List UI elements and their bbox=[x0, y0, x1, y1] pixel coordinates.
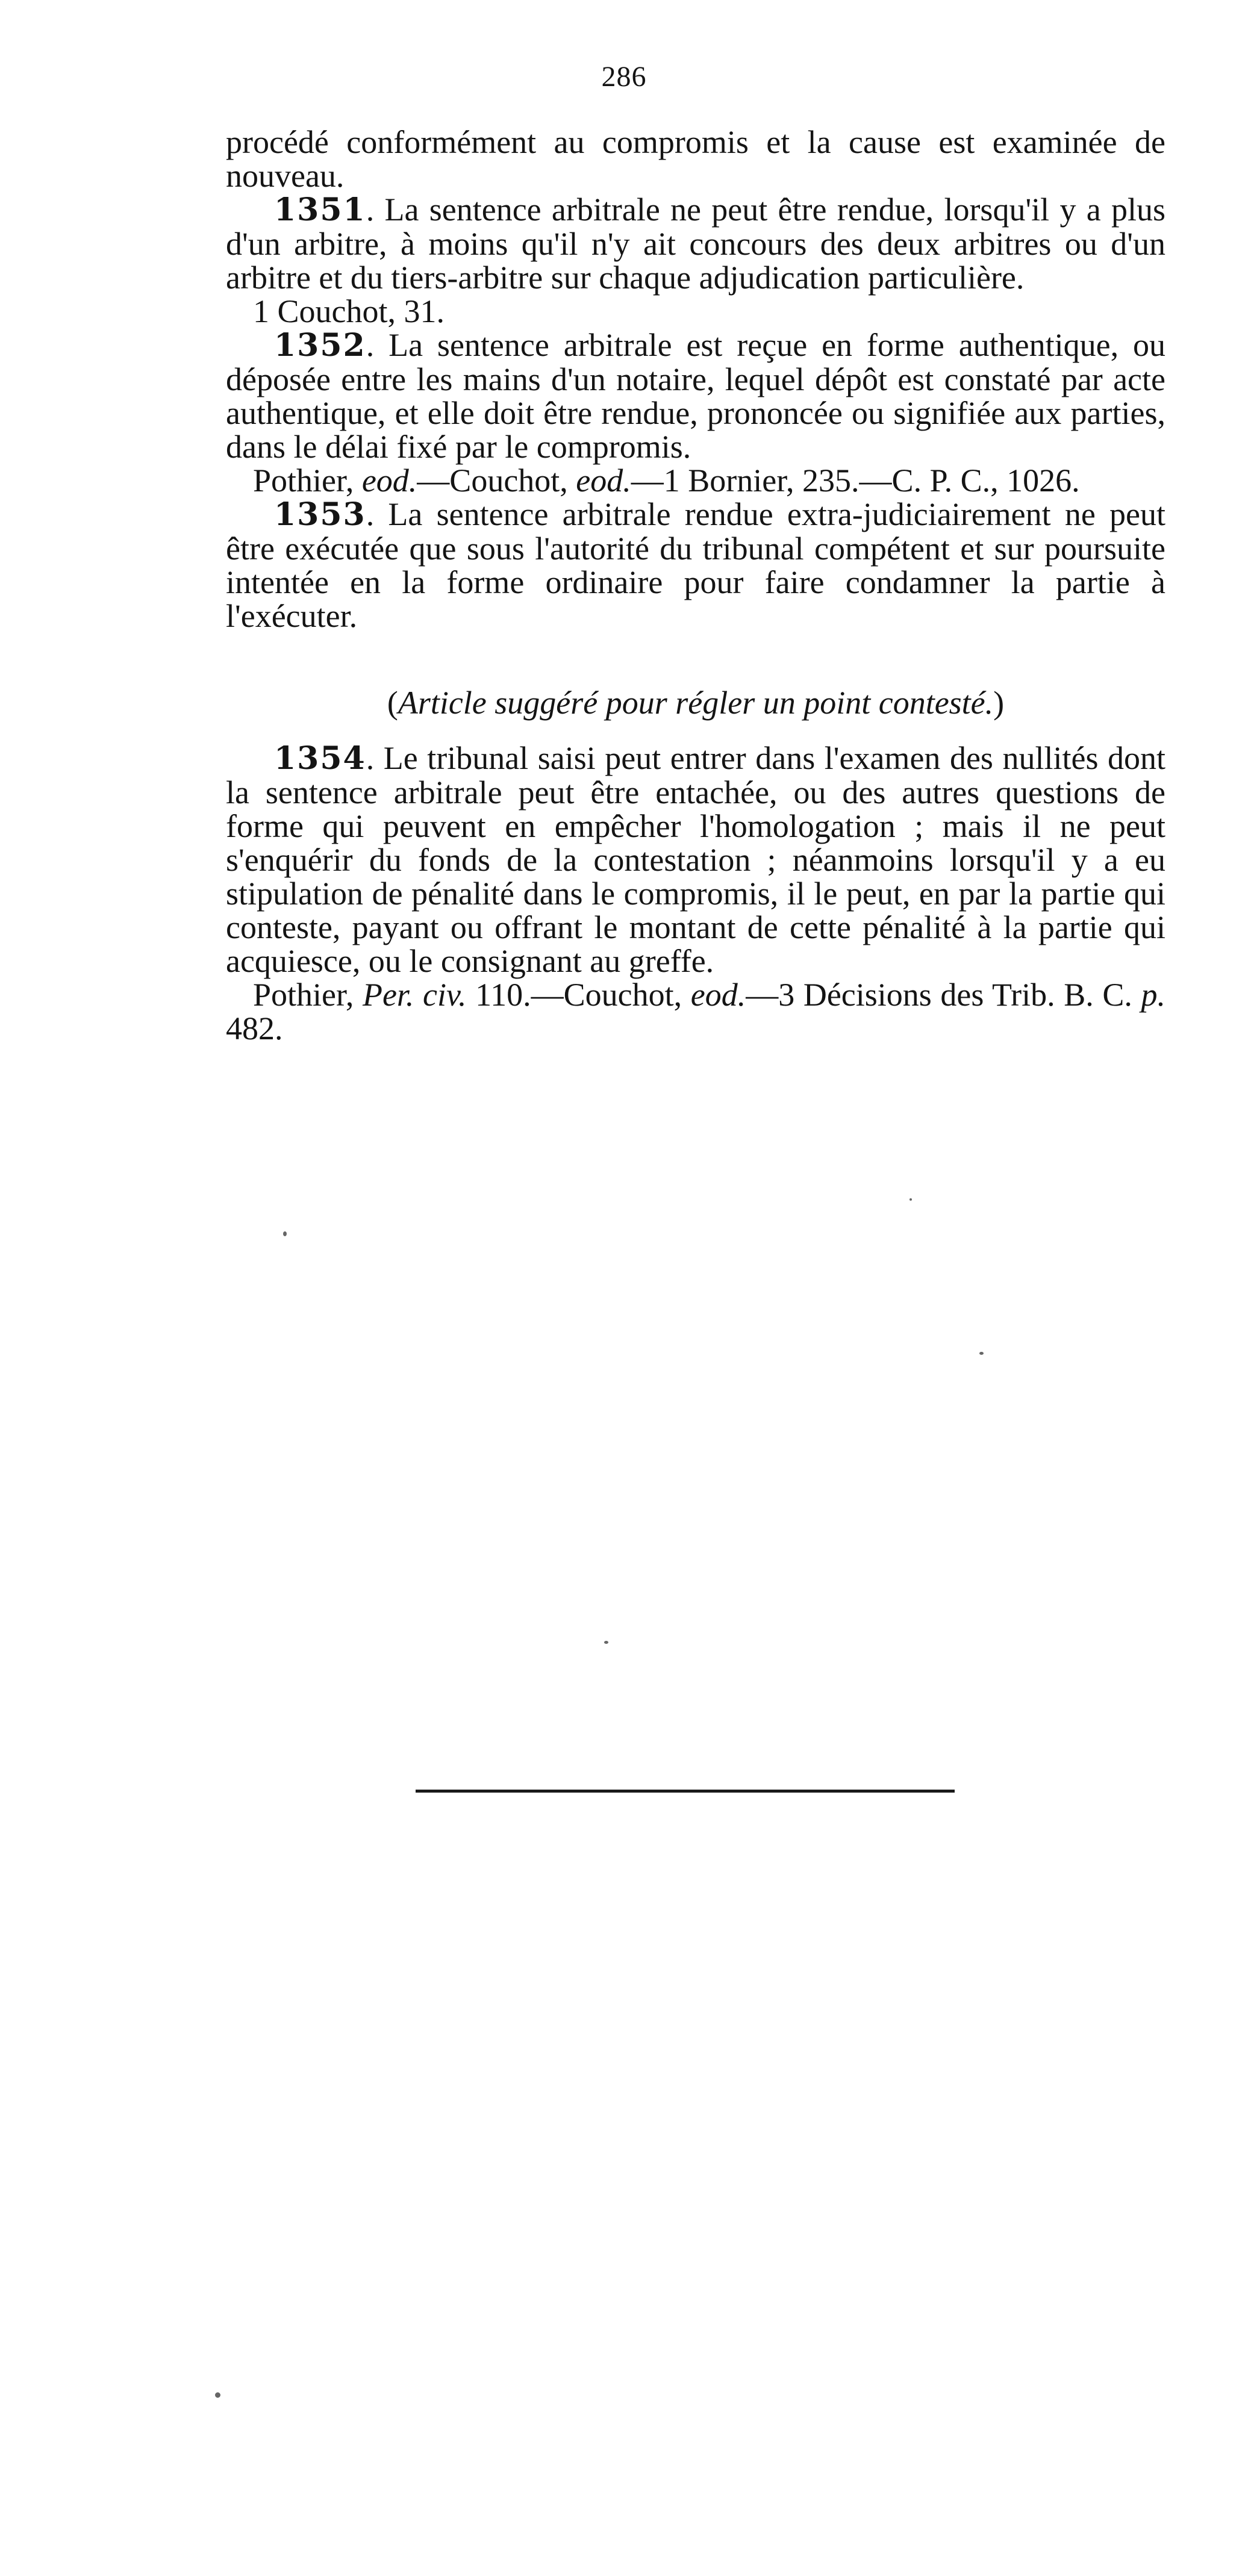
ref-part: —Couchot, bbox=[417, 462, 576, 499]
article-1354-reference bbox=[226, 978, 1165, 1045]
scan-speck bbox=[604, 1641, 608, 1644]
article-1352-reference bbox=[226, 464, 1165, 497]
scan-speck bbox=[909, 1198, 912, 1201]
page-number: 286 bbox=[601, 61, 647, 93]
scan-speck bbox=[979, 1352, 984, 1355]
ref-part: p. bbox=[1141, 977, 1166, 1013]
article-1351 bbox=[226, 193, 1165, 294]
ref-part: eod. bbox=[690, 977, 746, 1013]
article-1352 bbox=[226, 328, 1165, 464]
ref-part: eod. bbox=[576, 462, 631, 499]
section-heading bbox=[226, 686, 1165, 720]
article-number: 1351 bbox=[274, 191, 366, 228]
ref-part: eod. bbox=[361, 462, 417, 499]
article-text: . La sentence arbitrale ne peut être rendue, lorsqu'il y a plus d'un arbitre, à moins qu'il n'y ait concours des deux arbitres ou d'un arbitre et du tiers-arbitre sur chaque adjudication particulière. bbox=[226, 191, 1165, 296]
ref-part: 482. bbox=[226, 1010, 283, 1047]
ref-part: Per. civ. bbox=[362, 977, 467, 1013]
article-number: 1353 bbox=[274, 496, 366, 533]
article-text: . La sentence arbitrale est reçue en forme authentique, ou déposée entre les mains d'un notaire, lequel dépôt est constaté par acte authentique, et elle doit être rendue, prononcée ou signifiée aux parties, dans le délai fixé par le compromis. bbox=[226, 327, 1165, 465]
article-1351-reference: 1 Couchot, 31. bbox=[253, 293, 445, 329]
ref-part: —3 Décisions des Trib. B. C. bbox=[746, 977, 1141, 1013]
continuation-paragraph: procédé conformément au compromis et la cause est examinée de nouveau. bbox=[226, 124, 1165, 194]
article-text: . Le tribunal saisi peut entrer dans l'examen des nullités dont la sentence arbitrale peut être entachée, ou des autres questions de forme qui peuvent en empêcher l'homologation ; mais il ne peut s'enquérir du fonds de la contestation ; néanmoins lorsqu'il y a eu stipulation de pénalité dans le compromis, il le peut, en par la partie qui conteste, payant ou offrant le montant de cette pénalité à la partie qui acquiesce, ou le consignant au greffe. bbox=[226, 740, 1165, 979]
article-1353 bbox=[226, 497, 1165, 633]
ref-part: Pothier, bbox=[253, 977, 363, 1013]
article-number: 1352 bbox=[274, 327, 366, 364]
heading-text: Article suggéré pour régler un point contesté. bbox=[398, 685, 994, 721]
article-1354 bbox=[226, 741, 1165, 978]
ref-part: Pothier, bbox=[253, 462, 362, 499]
end-rule bbox=[416, 1790, 955, 1793]
heading-paren: ( bbox=[387, 685, 398, 721]
scan-speck bbox=[283, 1231, 287, 1236]
article-text: . La sentence arbitrale rendue extra-judiciairement ne peut être exécutée que sous l'autorité du tribunal compétent et sur poursuite intentée en la forme ordinaire pour faire condamner la partie à l'exécuter. bbox=[226, 496, 1165, 634]
scan-speck bbox=[215, 2392, 220, 2398]
ref-part: —1 Bornier, 235.—C. P. C., 1026. bbox=[631, 462, 1080, 499]
article-number: 1354 bbox=[274, 740, 366, 777]
ref-part: 110.—Couchot, bbox=[466, 977, 691, 1013]
heading-paren: ) bbox=[993, 685, 1005, 721]
text-column bbox=[226, 125, 1165, 1045]
